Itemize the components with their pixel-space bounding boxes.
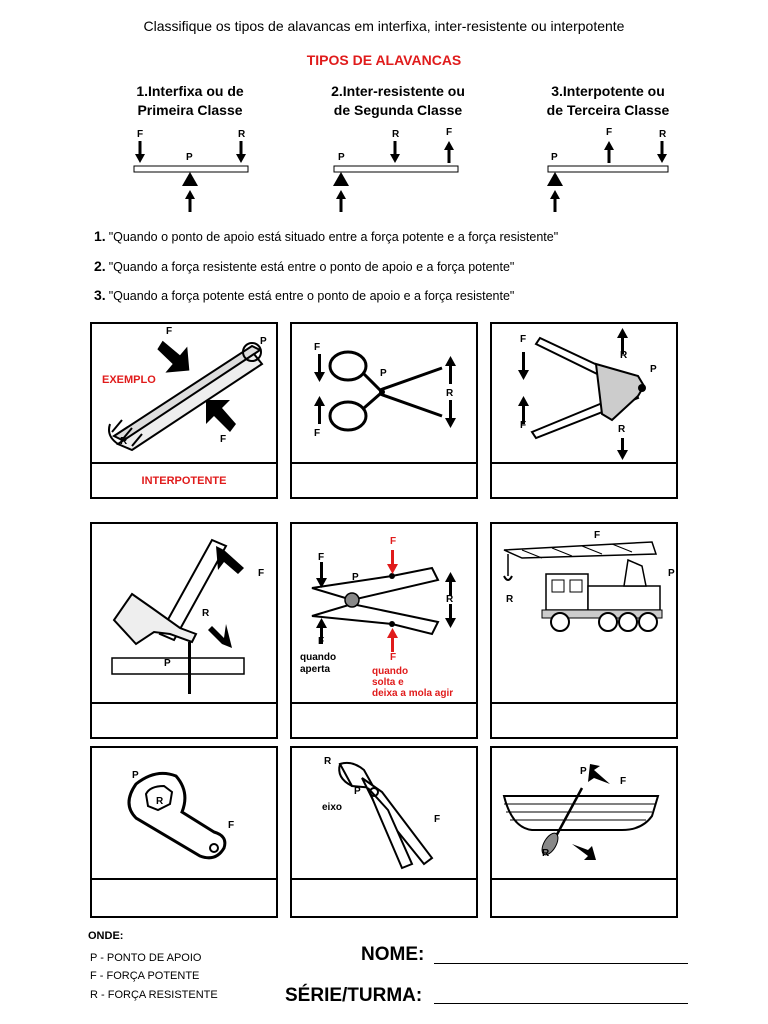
f-label: F [166,326,173,337]
card-tongs-answer: INTERPOTENTE [141,474,227,487]
lever-diagram-third-class [547,127,668,212]
f-label-red-top: F [390,536,397,547]
r-label: R [446,594,454,605]
class-label: SÉRIE/TURMA: [285,985,423,1006]
statement-2 [94,258,514,274]
card-crane-picture [492,524,676,704]
p-label: P [186,152,193,163]
card-lever-press-picture [492,324,676,464]
section-title: TIPOS DE ALAVANCAS [306,52,462,68]
card-bottle-opener [90,746,278,918]
legend-item-p: P - PONTO DE APOIO [90,952,202,964]
lever-type-3-line1: 3.Interpotente ou [551,83,665,99]
legend-title: ONDE: [88,930,124,942]
card-scissors-picture [292,324,476,464]
card-scissors [290,322,478,499]
card-tongs [90,322,278,499]
name-field[interactable] [434,963,688,964]
card-clothespin-answer[interactable] [292,704,476,737]
p-label: P [352,572,359,583]
card-hammer-answer[interactable] [92,704,276,737]
card-lever-press [490,322,678,499]
statement-3-text: "Quando a força potente está entre o ponto de apoio e a força resistente" [108,289,515,303]
p-label: P [338,152,345,163]
p-label: P [668,568,675,579]
legend-item-r: R - FORÇA RESISTENTE [90,989,218,1001]
lever-diagrams [0,120,768,220]
statement-1 [94,228,558,244]
card-pliers [290,746,478,918]
p-label: P [580,766,587,777]
card-crane-answer[interactable] [492,704,676,737]
r-label: R [659,129,667,140]
p-label: P [551,152,558,163]
f-label: F [606,127,613,138]
f-label: F [446,127,453,138]
r-label: R [620,350,628,361]
card-hammer [90,522,278,739]
card-bottle-opener-picture [92,748,276,880]
r-label: R [324,756,332,767]
lever-type-2-line2: de Segunda Classe [333,102,463,118]
lever-type-1-heading [90,82,290,120]
r-label: R [392,129,400,140]
card-bottle-opener-answer[interactable] [92,880,276,916]
card-tongs-picture [92,324,276,464]
lever-type-2-line1: 2.Inter-resistente ou [331,83,465,99]
card-lever-press-answer[interactable] [492,464,676,497]
f-label: F [620,776,627,787]
statement-3-number: 3. [94,287,106,303]
statement-3 [94,287,514,303]
lever-diagram-first-class [134,129,248,212]
r-label: R [120,436,128,447]
bottle-opener-illustration [92,748,276,878]
card-rowing-boat-picture [492,748,676,880]
example-label: EXEMPLO [102,374,156,386]
f-label: F [258,568,265,579]
legend-item-f: F - FORÇA POTENTE [90,970,200,982]
lever-type-3-heading [508,82,708,120]
instruction-text: Classifique os tipos de alavancas em interfixa, inter-resistente ou interpotente [143,18,625,34]
lever-type-1-line2: Primeira Classe [137,102,243,118]
f-label: F [318,552,325,563]
f-label: F [318,636,325,647]
f-label: F [228,820,235,831]
p-label: P [260,336,267,347]
r-label: R [618,424,626,435]
f-label: F [314,428,321,439]
f-label: F [220,434,227,445]
card-crane [490,522,678,739]
quando-aperta-note: quando aperta [300,652,337,675]
r-label: R [156,796,164,807]
p-label: P [164,658,171,669]
statement-1-number: 1. [94,228,106,244]
quando-solta-note: quando solta e deixa a mola agir [372,666,454,699]
eixo-label: eixo [322,802,343,813]
r-label: R [202,608,210,619]
name-label: NOME: [361,944,425,965]
card-scissors-answer[interactable] [292,464,476,497]
f-label: F [434,814,441,825]
class-field[interactable] [434,1003,688,1004]
crane-illustration [492,524,676,702]
lever-type-2-heading [298,82,498,120]
statement-1-text: "Quando o ponto de apoio está situado entre a força potente e a força resistente" [108,230,559,244]
card-rowing-boat [490,746,678,918]
card-pliers-picture [292,748,476,880]
lever-diagram-second-class [333,127,458,212]
p-label: P [132,770,139,781]
f-label: F [520,420,527,431]
r-label: R [506,594,514,605]
card-clothespin [290,522,478,739]
statement-2-text: "Quando a força resistente está entre o ponto de apoio e a força potente" [108,260,515,274]
f-label-red-bottom: F [390,652,397,663]
f-label: F [594,530,601,541]
hammer-illustration [92,524,276,702]
p-label: P [354,786,361,797]
f-label: F [137,129,144,140]
card-hammer-picture [92,524,276,704]
f-label: F [520,334,527,345]
lever-type-1-line1: 1.Interfixa ou de [136,83,244,99]
pliers-illustration [292,748,476,878]
r-label: R [542,848,550,859]
card-rowing-boat-answer[interactable] [492,880,676,916]
p-label: P [380,368,387,379]
card-pliers-answer[interactable] [292,880,476,916]
f-label: F [314,342,321,353]
p-label: P [650,364,657,375]
r-label: R [446,388,454,399]
r-label: R [238,129,246,140]
statement-2-number: 2. [94,258,106,274]
card-clothespin-picture [292,524,476,704]
lever-type-3-line2: de Terceira Classe [546,102,670,118]
